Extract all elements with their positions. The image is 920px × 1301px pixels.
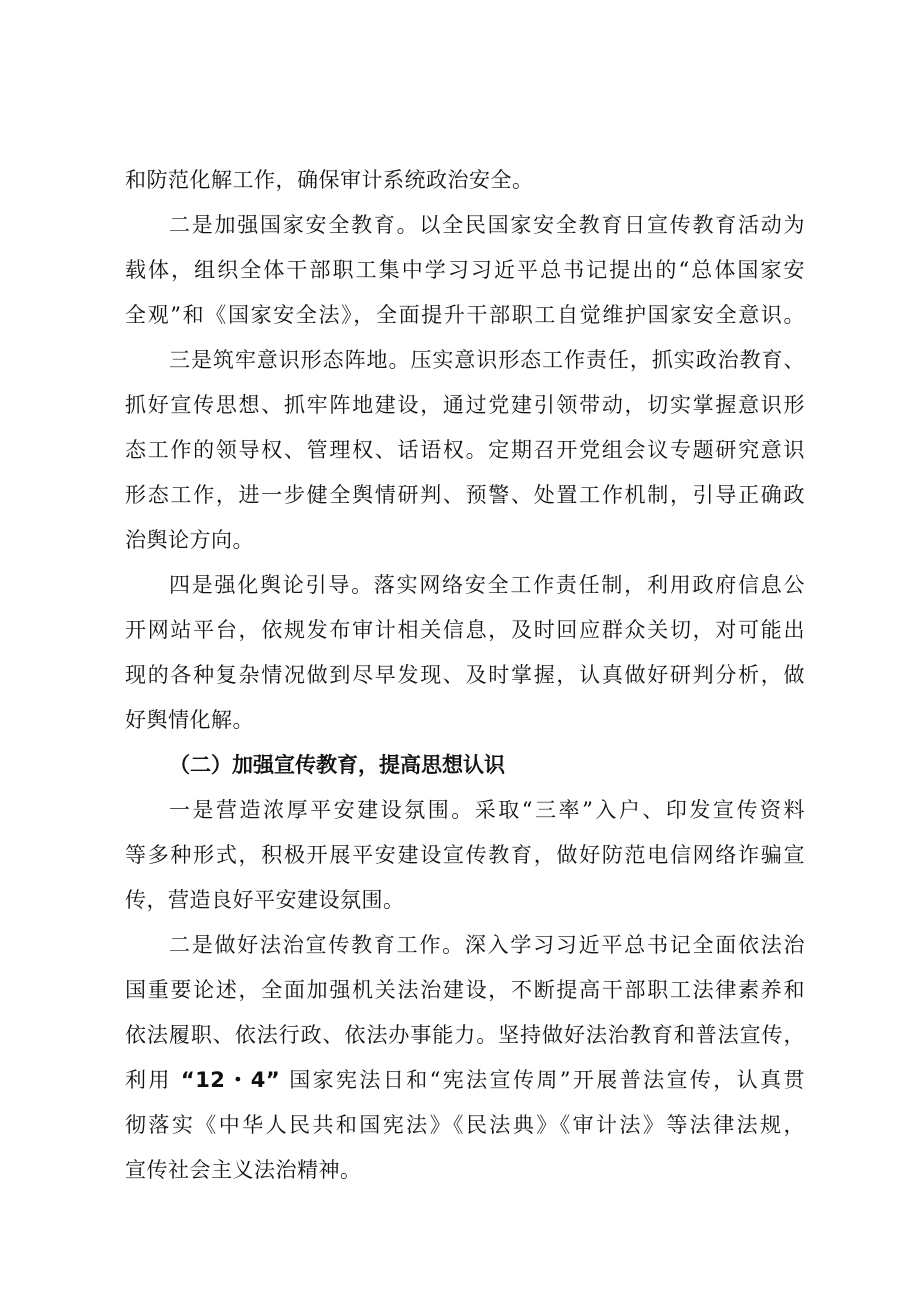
text-line: 等多种形式，积极开展平安建设宣传教育，做好防范电信网络诈骗宣 <box>125 843 805 867</box>
text-line: 开网站平台，依规发布审计相关信息，及时回应群众关切，对可能出 <box>125 618 805 642</box>
text-line: 传，营造良好平安建设氛围。 <box>125 888 405 912</box>
text-segment: 国家宪法日和“宪法宣传周”开展普法宣传，认真贯 <box>280 1068 805 1092</box>
document-body <box>125 158 805 1193</box>
text-segment: 利用 <box>125 1068 181 1092</box>
paragraph-safety-atmosphere: 一是营造浓厚平安建设氛围。采取“三率”入户、印发宣传资料 <box>169 798 805 822</box>
text-line: 依法履职、依法行政、依法办事能力。坚持做好法治教育和普法宣传， <box>125 1023 805 1047</box>
paragraph-public-opinion: 四是强化舆论引导。落实网络安全工作责任制，利用政府信息公 <box>169 573 805 597</box>
text-line: 态工作的领导权、管理权、话语权。定期召开党组会议专题研究意识 <box>125 438 805 462</box>
text-line: 载体，组织全体干部职工集中学习习近平总书记提出的“总体国家安 <box>125 258 805 282</box>
text-line: 国重要论述，全面加强机关法治建设，不断提高干部职工法律素养和 <box>125 978 805 1002</box>
text-line: 全观”和《国家安全法》，全面提升干部职工自觉维护国家安全意识。 <box>125 303 805 327</box>
text-line: 好舆情化解。 <box>125 708 254 732</box>
text-line: 形态工作，进一步健全舆情研判、预警、处置工作机制，引导正确政 <box>125 483 805 507</box>
text-line: 现的各种复杂情况做到尽早发现、及时掌握，认真做好研判分析，做 <box>125 663 805 687</box>
paragraph-legal-education: 二是做好法治宣传教育工作。深入学习习近平总书记全面依法治 <box>169 933 805 957</box>
text-line: 彻落实《中华人民共和国宪法》《民法典》《审计法》等法律法规， <box>125 1113 805 1137</box>
text-line: 和防范化解工作，确保审计系统政治安全。 <box>125 168 534 192</box>
constitution-day-date: “12・4” <box>180 1068 281 1092</box>
paragraph-national-security-education: 二是加强国家安全教育。以全民国家安全教育日宣传教育活动为 <box>169 213 805 237</box>
text-line: 宣传社会主义法治精神。 <box>125 1158 362 1182</box>
paragraph-ideology-position: 三是筑牢意识形态阵地。压实意识形态工作责任，抓实政治教育、 <box>169 348 805 372</box>
text-line-constitution-day <box>125 1058 805 1103</box>
text-line: 治舆论方向。 <box>125 528 254 552</box>
text-line: 抓好宣传思想、抓牢阵地建设，通过党建引领带动，切实掌握意识形 <box>125 393 805 417</box>
section-heading: （二）加强宣传教育，提高思想认识 <box>169 753 505 777</box>
